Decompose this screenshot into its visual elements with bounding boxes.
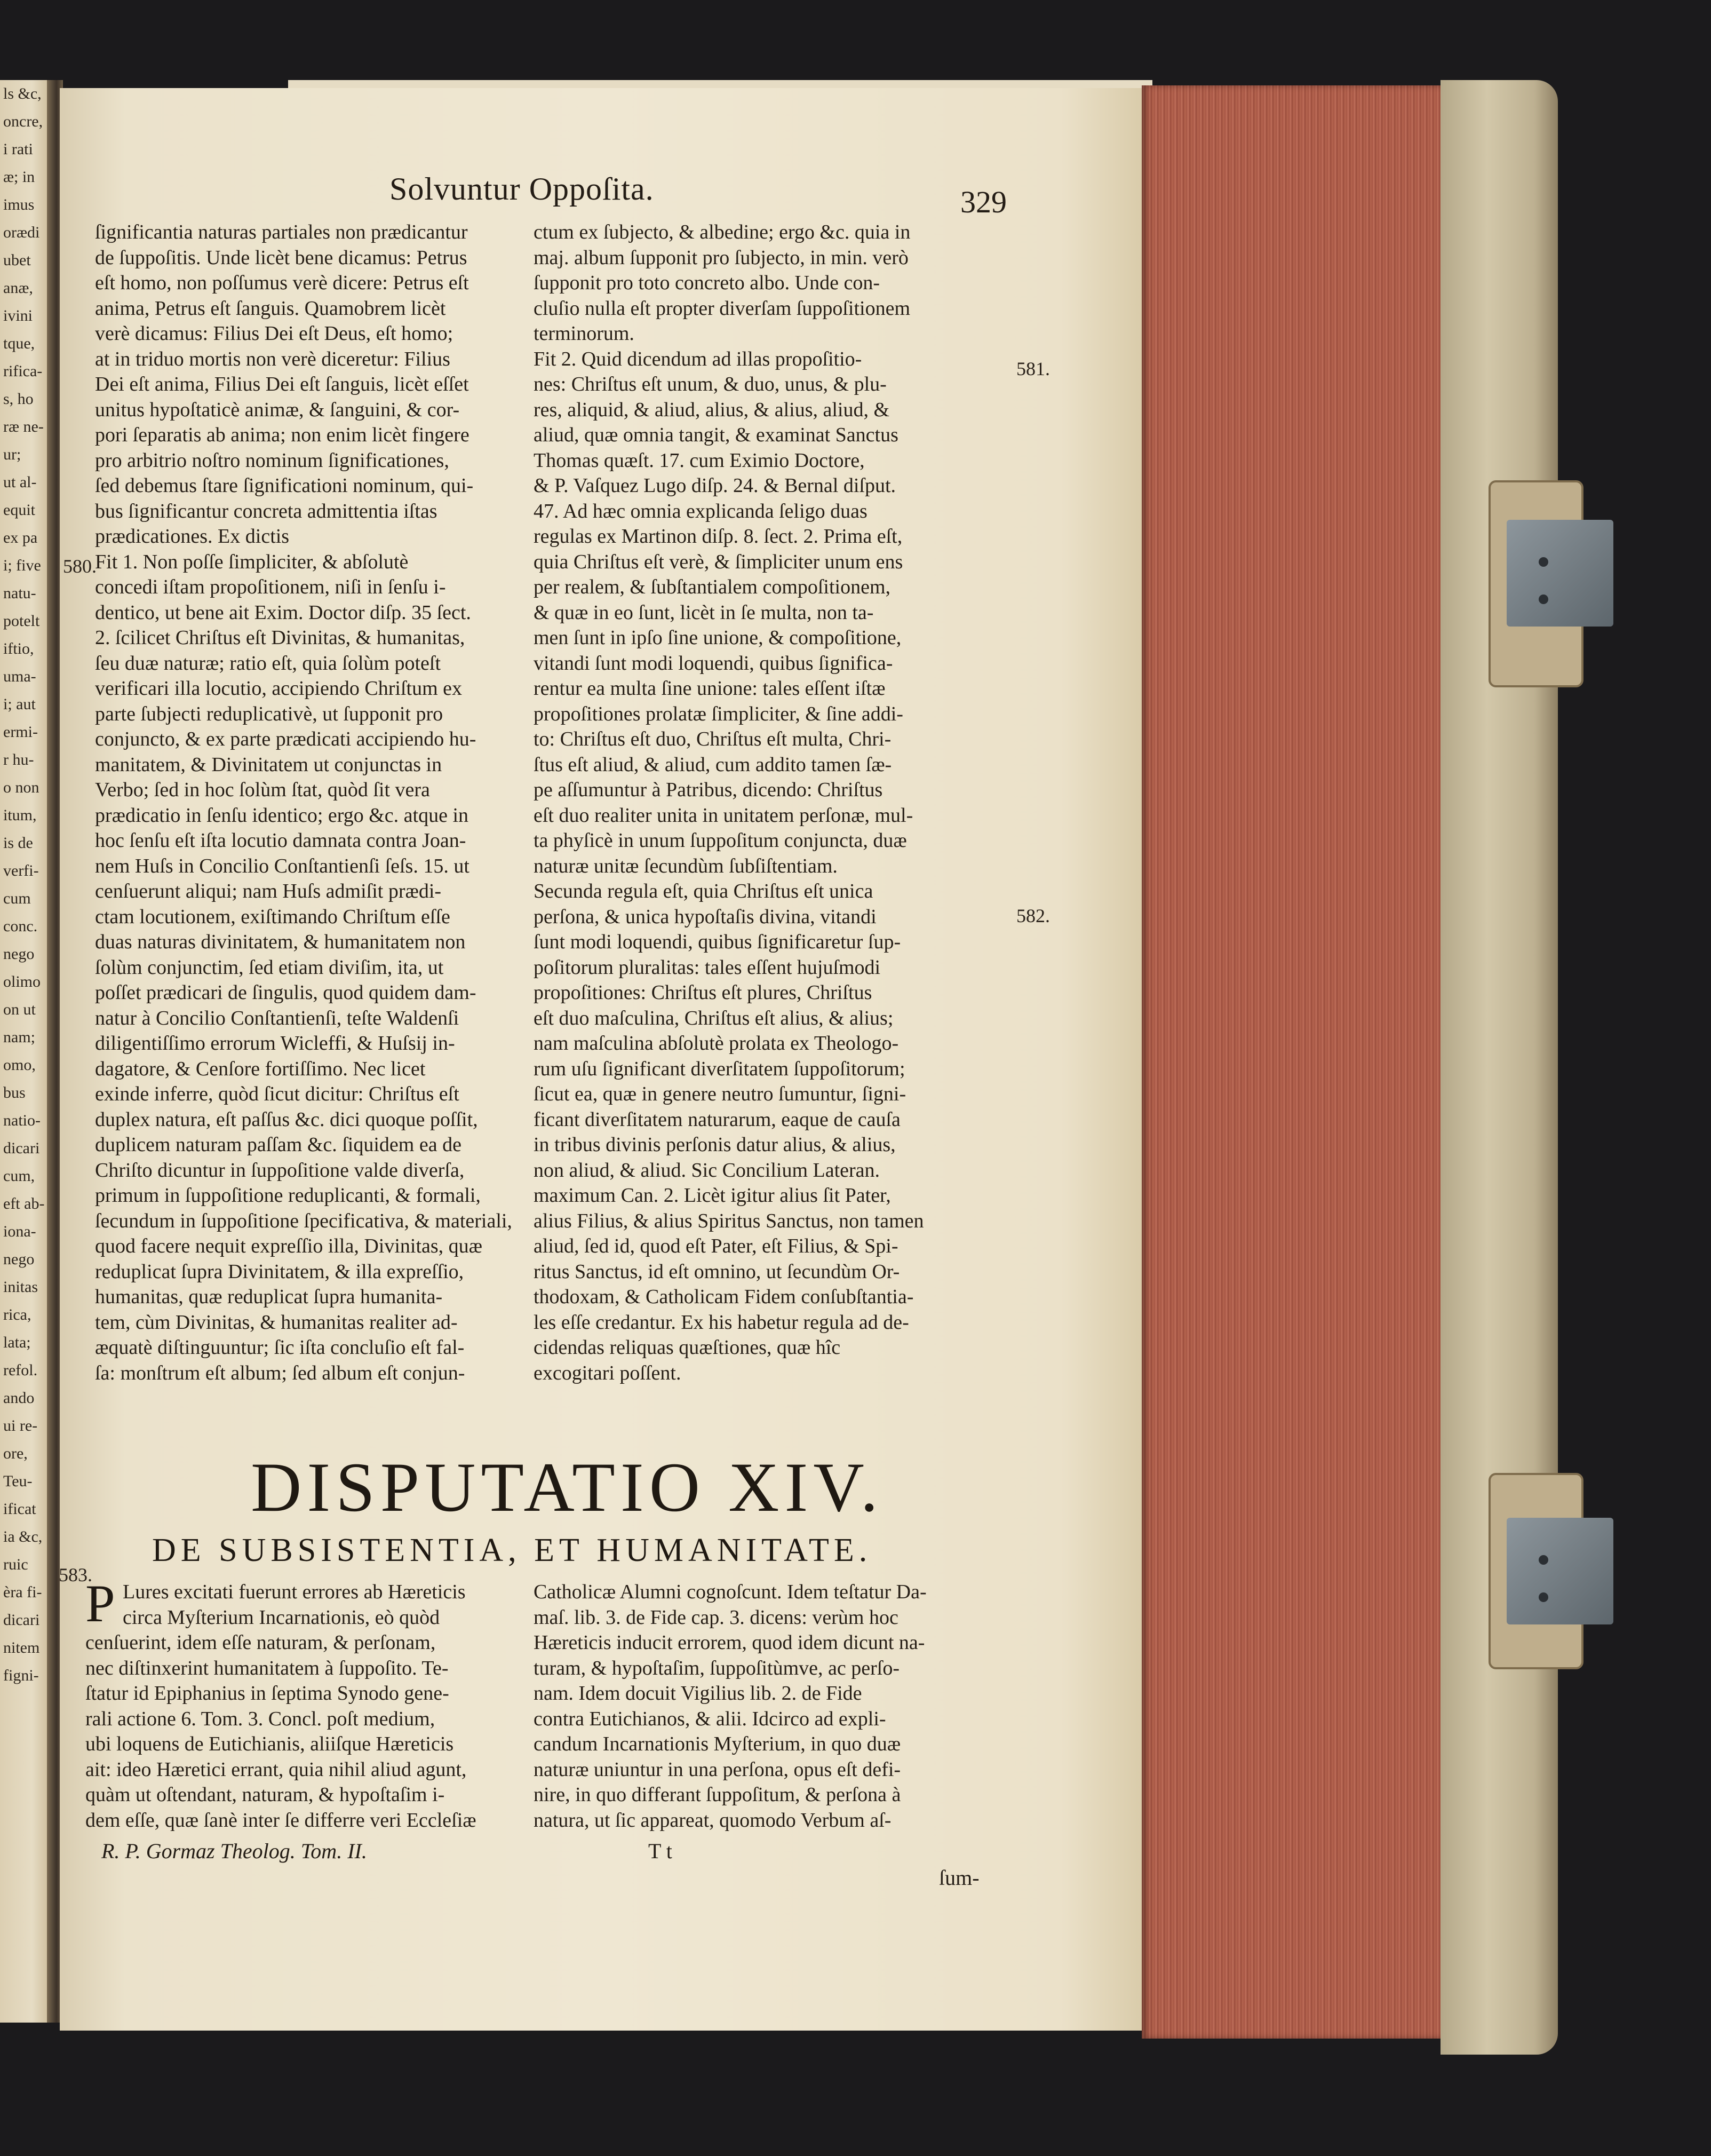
text-line: æ; in: [3, 168, 35, 186]
text-line: ubet: [3, 251, 31, 269]
text-line: dicari: [3, 1611, 40, 1629]
text-line: at in triduo mortis non verè diceretur: Filius: [95, 347, 450, 370]
text-line: poſſet prædicari de ſingulis, quod quidem dam-: [95, 981, 476, 1004]
text-line: verè dicamus: Filius Dei eſt Deus, eſt homo;: [95, 322, 453, 345]
text-line: Teu-: [3, 1472, 33, 1490]
text-line: cenſuerint, idem eſſe naturam, & perſonam,: [85, 1631, 436, 1654]
text-line: ſecundum in ſuppoſitione ſpecificativa, & materiali,: [95, 1209, 512, 1232]
clasp-plate: [1507, 520, 1613, 627]
text-line: ctum ex ſubjecto, & albedine; ergo &c. quia in: [534, 221, 911, 243]
text-line: eſt duo maſculina, Chriſtus eſt alius, & alius;: [534, 1006, 894, 1029]
text-line: cidendas reliquas quæſtiones, quæ hîc: [534, 1336, 841, 1359]
text-line: initas: [3, 1278, 38, 1296]
text-line: ſeu duæ naturæ; ratio eſt, quia ſolùm poteſt: [95, 652, 441, 675]
text-line: hoc ſenſu eſt iſta locutio damnata contra Joan-: [95, 829, 466, 852]
text-line: itum,: [3, 806, 37, 824]
text-line: nam maſculina abſolutè prolata ex Theologo-: [534, 1032, 899, 1055]
text-line: 2. ſcilicet Chriſtus eſt Divinitas, & humanitas,: [95, 627, 465, 649]
text-line: ls &c,: [3, 85, 42, 102]
text-line: exinde inferre, quòd ſicut dicitur: Chriſtus eſt: [95, 1083, 459, 1105]
text-line: nego: [3, 1250, 35, 1268]
text-line: ore,: [3, 1445, 28, 1462]
text-line: conc.: [3, 917, 38, 935]
text-line: uma-: [3, 668, 36, 685]
text-line: oncre,: [3, 113, 43, 130]
text-line: ſed debemus ſtare ſignificationi nominum, qui-: [95, 474, 474, 497]
text-line: Fit 1. Non poſſe ſimpliciter, & abſolutè: [95, 550, 409, 573]
text-line: æquatè diſtinguuntur; ſic iſta concluſio eſt fal-: [95, 1336, 465, 1359]
text-line: cum,: [3, 1167, 35, 1185]
text-line: quia Chriſtus eſt verè, & ſimpliciter unum ens: [534, 550, 903, 573]
text-line: Secunda regula eſt, quia Chriſtus eſt unica: [534, 880, 873, 902]
text-line: ermi-: [3, 723, 38, 741]
text-line: ait: ideo Hæretici errant, quia nihil aliud agunt,: [85, 1758, 467, 1781]
text-line: ando: [3, 1389, 35, 1407]
lower-clasp: [1489, 1473, 1583, 1669]
text-line: aliud, ſed id, quod eſt Pater, eſt Filius, & Spi-: [534, 1235, 898, 1257]
text-line: refol.: [3, 1361, 38, 1379]
text-line: reduplicat ſupra Divinitatem, & illa expreſſio,: [95, 1260, 464, 1283]
text-line: cum: [3, 890, 31, 907]
right-text-column: [534, 220, 1003, 1386]
text-line: i rati: [3, 140, 33, 158]
text-line: ctam locutionem, exiſtimando Chriſtum eſſe: [95, 905, 450, 928]
text-line: figni-: [3, 1667, 39, 1684]
text-line: eſt duo realiter unita in unitatem perſonæ, mul-: [534, 804, 913, 827]
text-line: verfi-: [3, 862, 39, 879]
text-line: duas naturas divinitatem, & humanitatem non: [95, 931, 466, 953]
text-line: parte ſubjecti reduplicativè, ut ſupponit pro: [95, 702, 443, 725]
text-line: nes: Chriſtus eſt unum, & duo, unus, & plu-: [534, 373, 887, 395]
text-line: nam. Idem docuit Vigilius lib. 2. de Fide: [534, 1682, 862, 1705]
text-line: Lures excitati fuerunt errores ab Hæreticis: [123, 1581, 466, 1603]
text-line: nec diſtinxerint humanitatem à ſuppoſito. Te-: [85, 1656, 449, 1679]
text-line: in tribus divinis perſonis datur alius, & alius,: [534, 1134, 896, 1156]
text-line: quàm ut oſtendant, naturam, & hypoſtaſim i-: [85, 1784, 445, 1806]
text-line: pori ſeparatis ab anima; non enim licèt fingere: [95, 424, 469, 446]
text-line: manitatem, & Divinitatem ut conjunctas in: [95, 753, 442, 776]
text-line: natu-: [3, 584, 36, 602]
text-line: equit: [3, 501, 35, 519]
margin-number-580: 580.: [63, 556, 97, 577]
text-line: s, ho: [3, 390, 34, 408]
text-line: is de: [3, 834, 33, 852]
text-line: ſupponit pro toto concreto albo. Unde con-: [534, 272, 880, 294]
text-line: lata;: [3, 1334, 31, 1351]
text-line: ut al-: [3, 473, 37, 491]
text-line: èra fi-: [3, 1583, 42, 1601]
text-line: aliud, quæ omnia tangit, & examinat Sanctus: [534, 424, 898, 446]
text-line: Dei eſt anima, Filius Dei eſt ſanguis, licèt eſſet: [95, 373, 469, 395]
text-line: & quæ in eo ſunt, licèt in ſe multa, non ta-: [534, 601, 874, 624]
text-line: contra Eutichianos, & alii. Idcirco ad expli-: [534, 1707, 886, 1730]
text-line: les eſſe credantur. Ex his habetur regula ad de-: [534, 1311, 909, 1334]
text-line: maximum Can. 2. Licèt igitur alius ſit Pater,: [534, 1184, 891, 1207]
text-line: regulas ex Martinon diſp. 8. ſect. 2. Prima eſt,: [534, 525, 903, 548]
text-line: perſona, & unica hypoſtaſis divina, vitandi: [534, 905, 877, 928]
upper-clasp: [1489, 480, 1583, 687]
text-line: ui re-: [3, 1417, 38, 1434]
text-line: res, aliquid, & aliud, alius, & alius, aliud, &: [534, 398, 890, 421]
text-line: rica,: [3, 1306, 31, 1323]
text-line: dentico, ut bene ait Exim. Doctor diſp. 35 ſect.: [95, 601, 471, 624]
text-line: ubi loquens de Eutichianis, aliiſque Hæreticis: [85, 1733, 454, 1755]
bottom-left-column: [85, 1580, 523, 1833]
book-cover-board: [1441, 80, 1558, 2055]
clasp-rivet: [1539, 1555, 1548, 1565]
text-line: i; five: [3, 557, 41, 574]
text-line: ficant diverſitatem naturarum, eaque de cauſa: [534, 1108, 901, 1131]
text-line: ſtus eſt aliud, & aliud, cum addito tamen ſæ-: [534, 753, 892, 776]
text-line: eſt homo, non poſſumus verè dicere: Petrus eſt: [95, 272, 469, 294]
text-line: ſignificantia naturas partiales non prædicantur: [95, 221, 468, 243]
text-line: pro arbitrio noſtro nominum ſignificationes,: [95, 449, 449, 472]
text-line: ruic: [3, 1556, 28, 1573]
clasp-rivet: [1539, 1592, 1548, 1602]
text-line: natura, ut ſic appareat, quomodo Verbum aſ-: [534, 1809, 892, 1832]
text-line: diligentiſſimo errorum Wicleffi, & Huſsij in-: [95, 1032, 455, 1055]
text-line: maj. album ſupponit pro ſubjecto, in min. verò: [534, 246, 909, 269]
text-line: i; aut: [3, 695, 36, 713]
text-line: men ſunt in ipſo ſine unione, & compoſitione,: [534, 627, 902, 649]
text-line: natur à Concilio Conſtantienſi, teſte Waldenſi: [95, 1006, 459, 1029]
text-line: humanitas, quæ reduplicat ſupra humanita-: [95, 1286, 443, 1308]
left-text-column: [95, 220, 522, 1386]
previous-page-edge: [0, 80, 53, 2023]
text-line: naturæ unitæ ſecundùm ſubſiſtentiam.: [534, 854, 838, 877]
text-line: anæ,: [3, 279, 33, 297]
text-line: orædi: [3, 224, 40, 241]
text-line: nam;: [3, 1028, 35, 1046]
text-line: olimo: [3, 973, 41, 990]
text-line: anima, Petrus eſt ſanguis. Quamobrem licèt: [95, 297, 446, 320]
red-page-fore-edge: [1142, 85, 1467, 2039]
text-line: dagatore, & Cenſore fortiſſimo. Nec licet: [95, 1057, 426, 1080]
clasp-rivet: [1539, 595, 1548, 604]
text-line: natio-: [3, 1112, 41, 1129]
text-line: tque,: [3, 335, 35, 352]
text-line: propoſitiones: Chriſtus eſt plures, Chriſtus: [534, 981, 872, 1004]
text-line: iona-: [3, 1223, 36, 1240]
text-line: thodoxam, & Catholicam Fidem conſubſtantia-: [534, 1286, 914, 1308]
text-line: terminorum.: [534, 322, 634, 345]
text-line: bus: [3, 1084, 26, 1101]
text-line: Fit 2. Quid dicendum ad illas propoſitio-: [534, 347, 862, 370]
text-line: ex pa: [3, 529, 38, 546]
text-line: ræ ne-: [3, 418, 44, 435]
text-line: ivini: [3, 307, 33, 324]
text-line: eft ab-: [3, 1195, 45, 1212]
text-line: alius Filius, & alius Spiritus Sanctus, non tamen: [534, 1209, 924, 1232]
text-line: iftio,: [3, 640, 34, 657]
text-line: ſa: monſtrum eſt album; ſed album eſt conjun-: [95, 1361, 465, 1384]
signature-mark: T t: [648, 1839, 672, 1863]
text-line: tem, cùm Divinitas, & humanitas realiter ad-: [95, 1311, 458, 1334]
drop-cap: P: [85, 1574, 115, 1633]
text-line: rentur ea multa ſine unione: tales eſſent iſtæ: [534, 677, 886, 700]
text-line: cenſuerunt aliqui; nam Huſs admiſit prædi-: [95, 880, 442, 902]
text-line: rali actione 6. Tom. 3. Concl. poſt medium,: [85, 1707, 435, 1730]
disputatio-subtitle: DE SUBSISTENTIA, ET HUMANITATE.: [152, 1532, 872, 1568]
text-line: duplicem naturam paſſam &c. ſiquidem ea de: [95, 1134, 461, 1156]
text-line: on ut: [3, 1001, 36, 1018]
text-line: Chriſto dicuntur in ſuppoſitione valde diverſa,: [95, 1159, 465, 1182]
text-line: naturæ uniuntur in una perſona, opus eſt defi-: [534, 1758, 901, 1781]
text-line: omo,: [3, 1056, 36, 1074]
text-line: turam, & hypoſtaſim, ſuppoſitùmve, ac perſo-: [534, 1656, 900, 1679]
text-line: Hæreticis inducit errorem, quod idem dicunt na-: [534, 1631, 925, 1654]
text-line: conjuncto, & ex parte prædicati accipiendo hu-: [95, 728, 476, 750]
text-line: duplex natura, eſt paſſus &c. dici quoque poſſit,: [95, 1108, 478, 1131]
text-line: excogitari poſſent.: [534, 1361, 681, 1384]
text-line: maſ. lib. 3. de Fide cap. 3. dicens: verùm hoc: [534, 1606, 898, 1629]
text-line: prædicationes. Ex dictis: [95, 525, 290, 548]
text-line: cluſio nulla eſt propter diverſam ſuppoſitionem: [534, 297, 911, 320]
running-head: Solvuntur Oppoſita.: [389, 171, 654, 207]
text-line: non aliud, & aliud. Sic Concilium Lateran.: [534, 1159, 880, 1182]
text-line: r hu-: [3, 751, 34, 768]
text-line: verificari illa locutio, accipiendo Chriſtum ex: [95, 677, 462, 700]
disputatio-title: DISPUTATIO XIV.: [251, 1448, 884, 1526]
text-line: ta phyſicè in unum ſuppoſitum conjuncta, duæ: [534, 829, 907, 852]
text-line: quod facere nequit expreſſio illa, Divinitas, quæ: [95, 1235, 483, 1257]
text-line: rum uſu ſignificant diverſitatem ſuppoſitorum;: [534, 1057, 905, 1080]
text-line: circa Myſterium Incarnationis, eò quòd: [123, 1606, 440, 1629]
text-line: Catholicæ Alumni cognoſcunt. Idem teſtatur Da-: [534, 1581, 927, 1603]
text-line: ur;: [3, 446, 21, 463]
text-line: unitus hypoſtaticè animæ, & ſanguini, & cor-: [95, 398, 460, 421]
text-line: ſtatur id Epiphanius in ſeptima Synodo gene-: [85, 1682, 449, 1705]
text-line: dem eſſe, quæ ſanè inter ſe differre veri Eccleſiæ: [85, 1809, 476, 1832]
text-line: nem Huſs in Concilio Conſtantienſi ſeſs. 15. ut: [95, 854, 469, 877]
text-line: per realem, & ſubſtantialem compoſitionem,: [534, 576, 891, 598]
text-line: o non: [3, 779, 39, 796]
clasp-rivet: [1539, 557, 1548, 567]
text-line: nego: [3, 945, 35, 963]
text-line: concedi iſtam propoſitionem, niſi in ſenſu i-: [95, 576, 446, 598]
text-line: ſunt modi loquendi, quibus ſignificaretur ſup-: [534, 931, 901, 953]
text-line: dicari: [3, 1139, 40, 1157]
text-line: primum in ſuppoſitione reduplicanti, & formali,: [95, 1184, 481, 1207]
text-line: pe aſſumuntur à Patribus, dicendo: Chriſtus: [534, 779, 883, 801]
text-line: nire, in quo differant ſuppoſitum, & perſona à: [534, 1784, 901, 1806]
text-line: ritus Sanctus, id eſt omnino, ut ſecundùm Or-: [534, 1260, 900, 1283]
text-line: rifica-: [3, 362, 43, 380]
text-line: to: Chriſtus eſt duo, Chriſtus eſt multa, Chri-: [534, 728, 892, 750]
text-line: de ſuppoſitis. Unde licèt bene dicamus: Petrus: [95, 246, 467, 269]
text-line: propoſitiones prolatæ ſimpliciter, & ſine addi-: [534, 702, 903, 725]
text-line: potelt: [3, 612, 40, 630]
text-line: Thomas quæſt. 17. cum Eximio Doctore,: [534, 449, 865, 472]
text-line: candum Incarnationis Myſterium, in quo duæ: [534, 1733, 901, 1755]
clasp-plate: [1507, 1518, 1613, 1624]
text-line: ificat: [3, 1500, 36, 1518]
bottom-right-column: [534, 1580, 1003, 1833]
text-line: Verbo; ſed in hoc ſolùm ſtat, quòd ſit vera: [95, 779, 430, 801]
text-line: ſolùm conjunctim, ſed etiam diviſim, ita, ut: [95, 956, 444, 979]
text-line: nitem: [3, 1639, 40, 1656]
text-line: ia &c,: [3, 1528, 43, 1545]
text-line: & P. Vaſquez Lugo diſp. 24. & Bernal diſput.: [534, 474, 896, 497]
text-line: imus: [3, 196, 35, 213]
catchword: ſum-: [939, 1866, 980, 1890]
margin-number-583: 583.: [59, 1564, 92, 1586]
text-line: bus ſignificantur concreta admittentia iſtas: [95, 500, 437, 522]
margin-number-581: 581.: [1016, 358, 1050, 379]
text-line: vitandi ſunt modi loquendi, quibus ſignifica-: [534, 652, 893, 675]
margin-number-582: 582.: [1016, 905, 1050, 926]
text-line: prædicatio in ſenſu identico; ergo &c. atque in: [95, 804, 469, 827]
page-number: 329: [960, 185, 1007, 219]
footer-author-title: R. P. Gormaz Theolog. Tom. II.: [101, 1839, 367, 1863]
text-line: poſitorum pluralitas: tales eſſent hujuſmodi: [534, 956, 881, 979]
text-line: 47. Ad hæc omnia explicanda ſeligo duas: [534, 500, 868, 522]
text-line: ſicut ea, quæ in genere neutro ſumuntur, ſigni-: [534, 1083, 906, 1105]
